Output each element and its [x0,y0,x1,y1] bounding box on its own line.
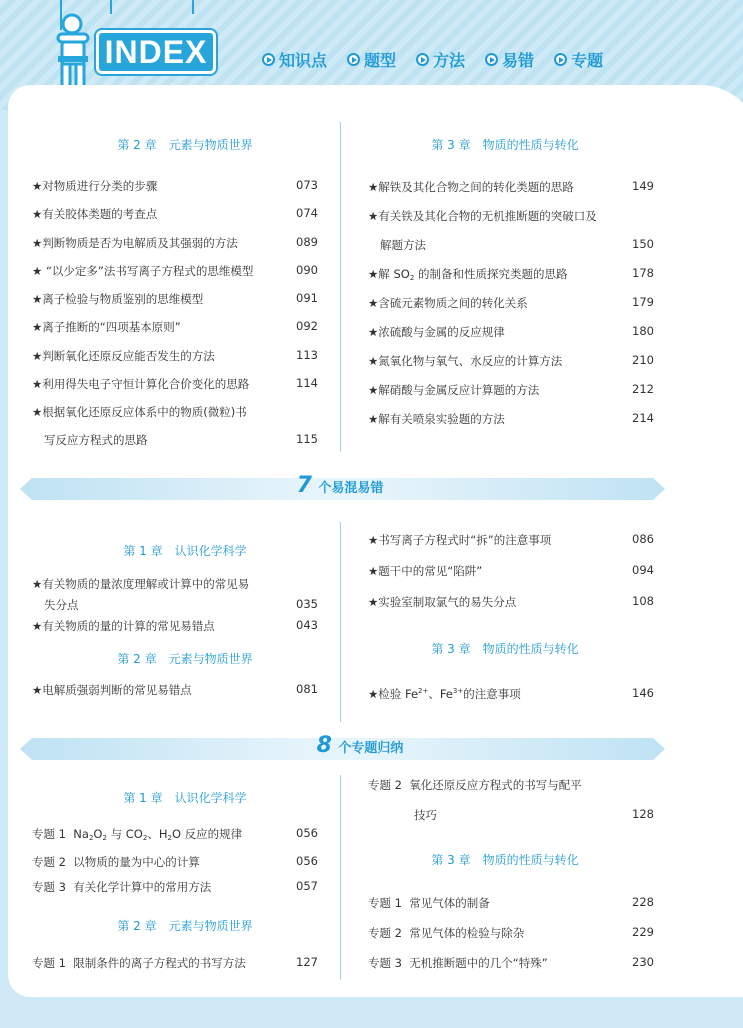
decor-line [110,0,112,14]
chapter-heading: 第 1 章 认识化学科学 [123,791,247,805]
list-item-continued[interactable]: 失分点 035 [44,597,318,612]
list-item[interactable]: 专题 3 无机推断题中的几个“特殊” 230 [368,955,654,970]
nav-item-errors[interactable] [485,48,534,71]
index-badge: INDEX [96,30,216,74]
list-item[interactable]: ★有关物质的量浓度理解或计算中的常见易 [32,577,250,591]
list-item[interactable]: ★含硫元素物质之间的转化关系 179 [368,295,654,310]
list-item[interactable]: 专题 3 有关化学计算中的常用方法 057 [32,879,318,894]
list-item[interactable]: ★氮氧化物与氧气、水反应的计算方法 210 [368,353,654,368]
play-icon [416,53,429,66]
column-divider [340,775,341,980]
list-item[interactable]: 专题 2 常见气体的检验与除杂 229 [368,925,654,940]
list-item[interactable]: ★对物质进行分类的步骤 073 [32,178,318,193]
chapter-heading: 第 3 章 物质的性质与转化 [431,853,579,867]
list-item[interactable]: ★利用得失电子守恒计算化合价变化的思路 114 [32,376,318,391]
play-icon [485,53,498,66]
nav-item-knowledge[interactable] [262,48,327,71]
list-item[interactable]: 专题 1 常见气体的制备 228 [368,895,654,910]
list-item[interactable]: ★有关胶体类题的考查点 074 [32,206,318,221]
list-item[interactable]: ★判断物质是否为电解质及其强弱的方法 089 [32,235,318,250]
column-divider [340,522,341,722]
section-title: 7 个易混易错 [296,473,384,498]
section-title: 8 个专题归纳 [316,733,404,758]
play-icon [347,53,360,66]
list-item-continued[interactable]: 解题方法 150 [380,237,654,252]
nav-label: 专题 [571,51,604,70]
list-item[interactable]: ★浓硫酸与金属的反应规律 180 [368,324,654,339]
decor-line [192,0,194,14]
list-item[interactable]: ★离子推断的“四项基本原则” 092 [32,319,318,334]
nav-label: 知识点 [279,51,328,70]
list-item[interactable]: ★题干中的常见“陷阱” 094 [368,563,654,578]
nav-item-topics[interactable] [554,48,603,71]
list-item[interactable]: ★有关铁及其化合物的无机推断题的突破口及 [368,209,597,223]
list-item[interactable]: ★离子检验与物质鉴别的思维模型 091 [32,291,318,306]
list-item[interactable]: ★根据氧化还原反应体系中的物质(微粒)书 [32,405,247,419]
list-item[interactable]: ★解硝酸与金属反应计算题的方法 212 [368,382,654,397]
list-item[interactable]: ★电解质强弱判断的常见易错点 081 [32,682,318,697]
column-divider [340,122,341,452]
nav-label: 题型 [364,51,397,70]
list-item[interactable]: ★解 $SO_2$ 的制备和性质探究类题的思路 178 [368,266,654,282]
play-icon [262,53,275,66]
chapter-heading: 第 2 章 元素与物质世界 [117,919,253,933]
list-item[interactable]: ★检验 $Fe^{2+}$、$Fe^{3+}$的注意事项 146 [368,686,654,701]
list-item-continued[interactable]: 技巧 128 [414,807,654,822]
list-item[interactable]: ★ “以少定多”法书写离子方程式的思维模型 090 [32,263,318,278]
list-item[interactable]: 专题 1 $Na_2O_2$ 与 $CO_2$、$H_2O$ 反应的规律 056 [32,826,318,842]
list-item[interactable]: ★实验室制取氯气的易失分点 108 [368,594,654,609]
list-item-continued[interactable]: 写反应方程式的思路 115 [44,432,318,447]
nav-label: 易错 [502,51,535,70]
nav-bar [262,48,603,71]
list-item[interactable]: 专题 1 限制条件的离子方程式的书写方法 127 [32,955,318,970]
list-item[interactable]: ★解有关喷泉实验题的方法 214 [368,411,654,426]
chapter-heading: 第 1 章 认识化学科学 [123,544,247,558]
list-item[interactable]: ★书写离子方程式时“拆”的注意事项 086 [368,532,654,547]
nav-item-question-types[interactable] [347,48,396,71]
list-item[interactable]: ★有关物质的量的计算的常见易错点 043 [32,618,318,633]
list-item[interactable]: ★解铁及其化合物之间的转化类题的思路 149 [368,179,654,194]
chapter-heading: 第 2 章 元素与物质世界 [117,652,253,666]
list-item[interactable]: ★判断氧化还原反应能否发生的方法 113 [32,348,318,363]
chapter-heading: 第 2 章 元素与物质世界 [117,138,253,152]
list-item[interactable]: 专题 2 氧化还原反应方程式的书写与配平 [368,778,582,792]
chapter-heading: 第 3 章 物质的性质与转化 [431,642,579,656]
list-item[interactable]: 专题 2 以物质的量为中心的计算 056 [32,854,318,869]
play-icon [554,53,567,66]
nav-item-methods[interactable] [416,48,465,71]
chapter-heading: 第 3 章 物质的性质与转化 [431,138,579,152]
nav-label: 方法 [433,51,466,70]
